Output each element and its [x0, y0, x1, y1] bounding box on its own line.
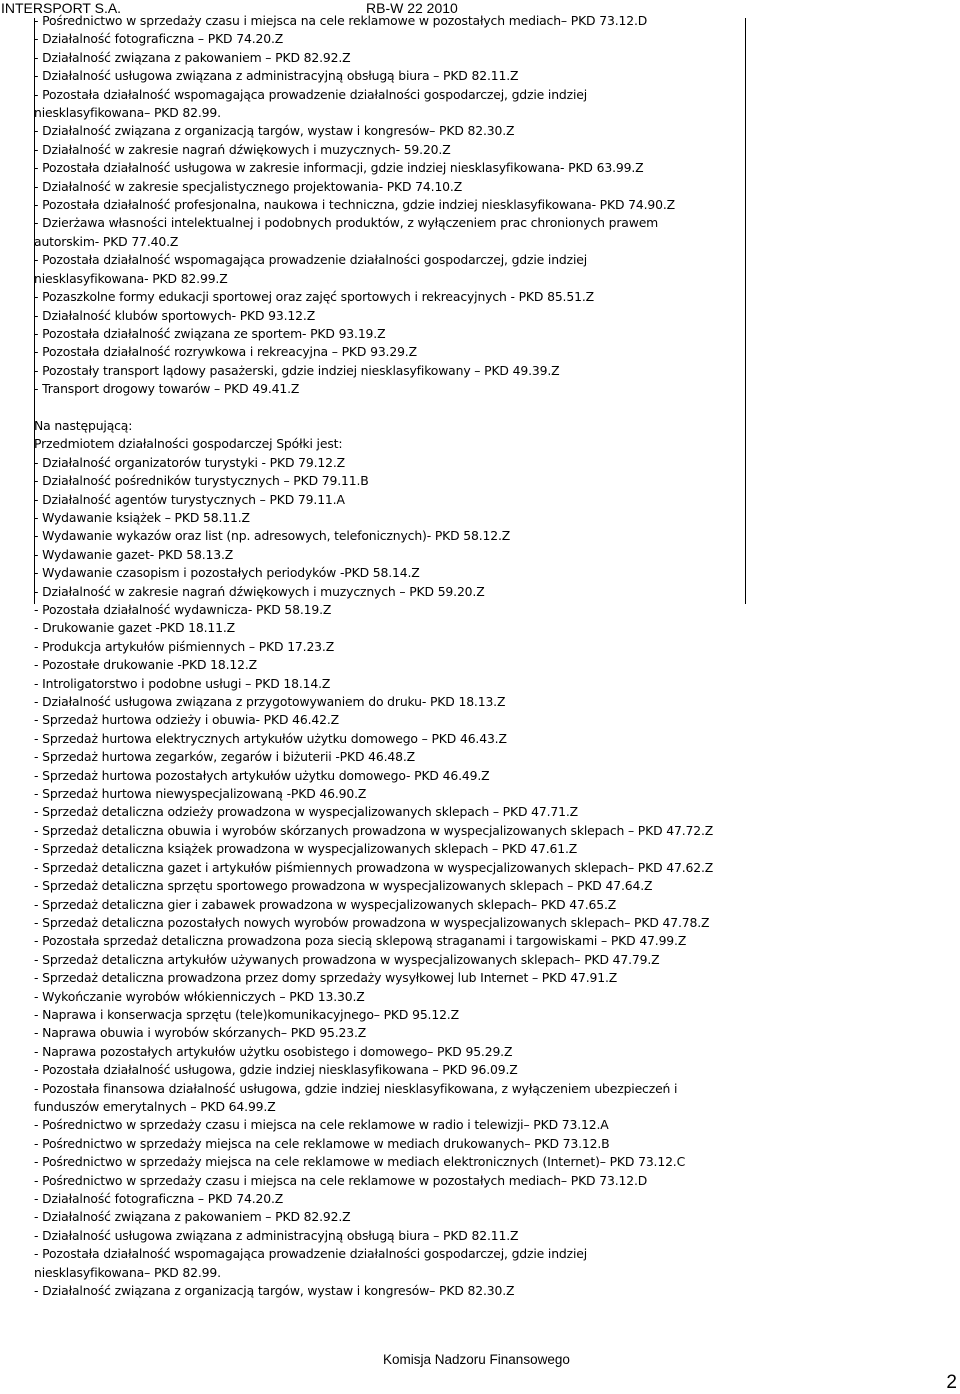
text-line: - Działalność związana z pakowaniem – PKD 82.92.Z — [34, 49, 351, 65]
text-line: Przedmiotem działalności gospodarczej Spółki jest: — [34, 436, 343, 452]
text-line: - Pozostałe drukowanie -PKD 18.12.Z — [34, 657, 258, 673]
text-line: - Pozostały transport lądowy pasażerski, gdzie indziej niesklasyfikowany – PKD 49.39.Z — [34, 362, 560, 378]
page-number: 2 — [946, 1372, 957, 1393]
text-line: - Pozostała działalność usługowa w zakresie informacji, gdzie indziej niesklasyfikowana- PKD 63.99.Z — [34, 160, 644, 176]
text-line: funduszów emerytalnych – PKD 64.99.Z — [34, 1098, 276, 1114]
text-line: - Produkcja artykułów piśmiennych – PKD 17.23.Z — [34, 638, 335, 654]
text-line: - Sprzedaż detaliczna książek prowadzona w wyspecjalizowanych sklepach – PKD 47.61.Z — [34, 841, 578, 857]
text-line: niesklasyfikowana- PKD 82.99.Z — [34, 270, 228, 286]
text-line: - Pośrednictwo w sprzedaży czasu i miejsca na cele reklamowe w pozostałych mediach– PKD 73.12.D — [34, 13, 648, 28]
text-line: - Działalność agentów turystycznych – PKD 79.11.A — [34, 491, 345, 507]
text-line: - Dzierżawa własności intelektualnej i podobnych produktów, z wyłączeniem prac chronionych prawem — [34, 215, 659, 231]
company-name: INTERSPORT S.A. — [1, 0, 122, 16]
text-line: Na następującą: — [34, 417, 133, 433]
text-line: - Działalność pośredników turystycznych – PKD 79.11.B — [34, 473, 369, 489]
text-line: - Sprzedaż detaliczna sprzętu sportowego prowadzona w wyspecjalizowanych sklepach – PKD 47.64.Z — [34, 878, 653, 894]
text-line: - Drukowanie gazet -PKD 18.11.Z — [34, 620, 235, 636]
document-body — [34, 12, 746, 1300]
text-line: - Wydawanie książek – PKD 58.11.Z — [34, 509, 250, 525]
text-line: - Pozostała działalność wydawnicza- PKD 58.19.Z — [34, 602, 332, 617]
text-line: - Pozaszkolne formy edukacji sportowej oraz zajęć sportowych i rekreacyjnych - PKD 85.51.Z — [34, 289, 594, 305]
text-line: - Działalność w zakresie nagrań dźwiękowych i muzycznych- 59.20.Z — [34, 141, 451, 157]
text-line: - Sprzedaż hurtowa odzieży i obuwia- PKD 46.42.Z — [34, 712, 339, 728]
text-line: - Pozostała działalność wspomagająca prowadzenie działalności gospodarczej, gdzie indziej — [34, 252, 588, 268]
text-line: - Pozostała działalność związana ze sportem- PKD 93.19.Z — [34, 325, 386, 341]
text-line: autorskim- PKD 77.40.Z — [34, 233, 179, 249]
text-line: - Sprzedaż detaliczna pozostałych nowych wyrobów prowadzona w wyspecjalizowanych sklepach– PKD 47.78.Z — [34, 914, 710, 930]
text-line: niesklasyfikowana– PKD 82.99. — [34, 105, 221, 121]
text-line: - Pozostała działalność profesjonalna, naukowa i techniczna, gdzie indziej niesklasyfikowana- PKD 74.90.Z — [34, 197, 676, 213]
text-line: - Sprzedaż detaliczna obuwia i wyrobów skórzanych prowadzona w wyspecjalizowanych sklepach – PKD 47.72.Z — [34, 822, 714, 838]
text-line: - Sprzedaż hurtowa elektrycznych artykułów użytku domowego – PKD 46.43.Z — [34, 730, 507, 746]
text-line: - Działalność związana z organizacją targów, wystaw i kongresów– PKD 82.30.Z — [34, 123, 515, 139]
text-line: - Działalność w zakresie nagrań dźwiękowych i muzycznych – PKD 59.20.Z — [34, 583, 485, 599]
text-line: - Działalność związana z pakowaniem – PKD 82.92.Z — [34, 1209, 351, 1225]
text-line: - Wydawanie czasopism i pozostałych periodyków -PKD 58.14.Z — [34, 565, 420, 581]
text-line: - Działalność w zakresie specjalistycznego projektowania- PKD 74.10.Z — [34, 178, 463, 194]
text-line — [34, 399, 746, 417]
text-line: - Naprawa i konserwacja sprzętu (tele)komunikacyjnego– PKD 95.12.Z — [34, 1006, 459, 1022]
text-line: - Naprawa pozostałych artykułów użytku osobistego i domowego– PKD 95.29.Z — [34, 1043, 513, 1059]
text-line: - Wydawanie wykazów oraz list (np. adresowych, telefonicznych)- PKD 58.12.Z — [34, 528, 511, 544]
text-line: - Sprzedaż detaliczna prowadzona przez domy sprzedaży wysyłkowej lub Internet – PKD 47.91.Z — [34, 970, 618, 986]
text-line: - Sprzedaż detaliczna gier i zabawek prowadzona w wyspecjalizowanych sklepach– PKD 47.65.Z — [34, 896, 617, 912]
page-cut-mask — [30, 1300, 790, 1310]
text-line: - Działalność związana z organizacją targów, wystaw i kongresów– PKD 82.30.Z — [34, 1283, 515, 1299]
text-line: - Pozostała działalność rozrywkowa i rekreacyjna – PKD 93.29.Z — [34, 344, 417, 360]
text-line: - Działalność usługowa związana z przygotowywaniem do druku- PKD 18.13.Z — [34, 694, 506, 710]
text-line: - Działalność klubów sportowych- PKD 93.12.Z — [34, 307, 316, 323]
text-line: - Pozostała sprzedaż detaliczna prowadzona poza siecią sklepową straganami i targowiskami – PKD 47.99.Z — [34, 933, 687, 949]
text-line: - Pośrednictwo w sprzedaży czasu i miejsca na cele reklamowe w radio i telewizji– PKD 73.12.A — [34, 1117, 609, 1133]
text-line: - Sprzedaż hurtowa zegarków, zegarów i biżuterii -PKD 46.48.Z — [34, 749, 415, 765]
text-line: niesklasyfikowana– PKD 82.99. — [34, 1264, 221, 1280]
footer-commission: Komisja Nadzoru Finansowego — [383, 1352, 570, 1367]
text-line: - Sprzedaż detaliczna gazet i artykułów piśmiennych prowadzona w wyspecjalizowanych sklepach– PKD 47.62.Z — [34, 859, 714, 875]
text-line: - Działalność organizatorów turystyki - PKD 79.12.Z — [34, 454, 345, 470]
text-line: - Działalność usługowa związana z administracyjną obsługą biura – PKD 82.11.Z — [34, 1227, 519, 1243]
text-line: - Wydawanie gazet- PKD 58.13.Z — [34, 546, 234, 562]
text-line: - Wykończanie wyrobów włókienniczych – PKD 13.30.Z — [34, 988, 365, 1004]
text-line: - Pozostała działalność wspomagająca prowadzenie działalności gospodarczej, gdzie indziej — [34, 1246, 588, 1262]
text-line: - Pośrednictwo w sprzedaży miejsca na cele reklamowe w mediach elektronicznych (Internet)– PKD 73.12.C — [34, 1154, 686, 1170]
report-id: RB-W 22 2010 — [366, 0, 458, 16]
text-line: - Introligatorstwo i podobne usługi – PKD 18.14.Z — [34, 675, 331, 691]
text-line: - Sprzedaż hurtowa pozostałych artykułów użytku domowego- PKD 46.49.Z — [34, 767, 490, 783]
text-line: - Pozostała działalność usługowa, gdzie indziej niesklasyfikowana – PKD 96.09.Z — [34, 1062, 518, 1078]
text-line: - Sprzedaż detaliczna odzieży prowadzona w wyspecjalizowanych sklepach – PKD 47.71.Z — [34, 804, 578, 820]
text-line: - Pozostała finansowa działalność usługowa, gdzie indziej niesklasyfikowana, z wyłączeniem ubezpieczeń i — [34, 1080, 678, 1096]
text-line: - Działalność usługowa związana z administracyjną obsługą biura – PKD 82.11.Z — [34, 68, 519, 84]
text-line: - Transport drogowy towarów – PKD 49.41.Z — [34, 381, 300, 397]
text-line: - Naprawa obuwia i wyrobów skórzanych– PKD 95.23.Z — [34, 1025, 367, 1041]
text-line: - Sprzedaż detaliczna artykułów używanych prowadzona w wyspecjalizowanych sklepach– PKD 47.79.Z — [34, 951, 660, 967]
text-line: - Działalność fotograficzna – PKD 74.20.Z — [34, 31, 284, 47]
text-line: - Pośrednictwo w sprzedaży czasu i miejsca na cele reklamowe w pozostałych mediach– PKD 73.12.D — [34, 1172, 648, 1188]
text-line: - Sprzedaż hurtowa niewyspecjalizowaną -PKD 46.90.Z — [34, 786, 367, 802]
text-line: - Działalność fotograficzna – PKD 74.20.Z — [34, 1191, 284, 1206]
text-line: - Pozostała działalność wspomagająca prowadzenie działalności gospodarczej, gdzie indziej — [34, 86, 588, 102]
text-line: - Pośrednictwo w sprzedaży miejsca na cele reklamowe w mediach drukowanych– PKD 73.12.B — [34, 1135, 610, 1151]
